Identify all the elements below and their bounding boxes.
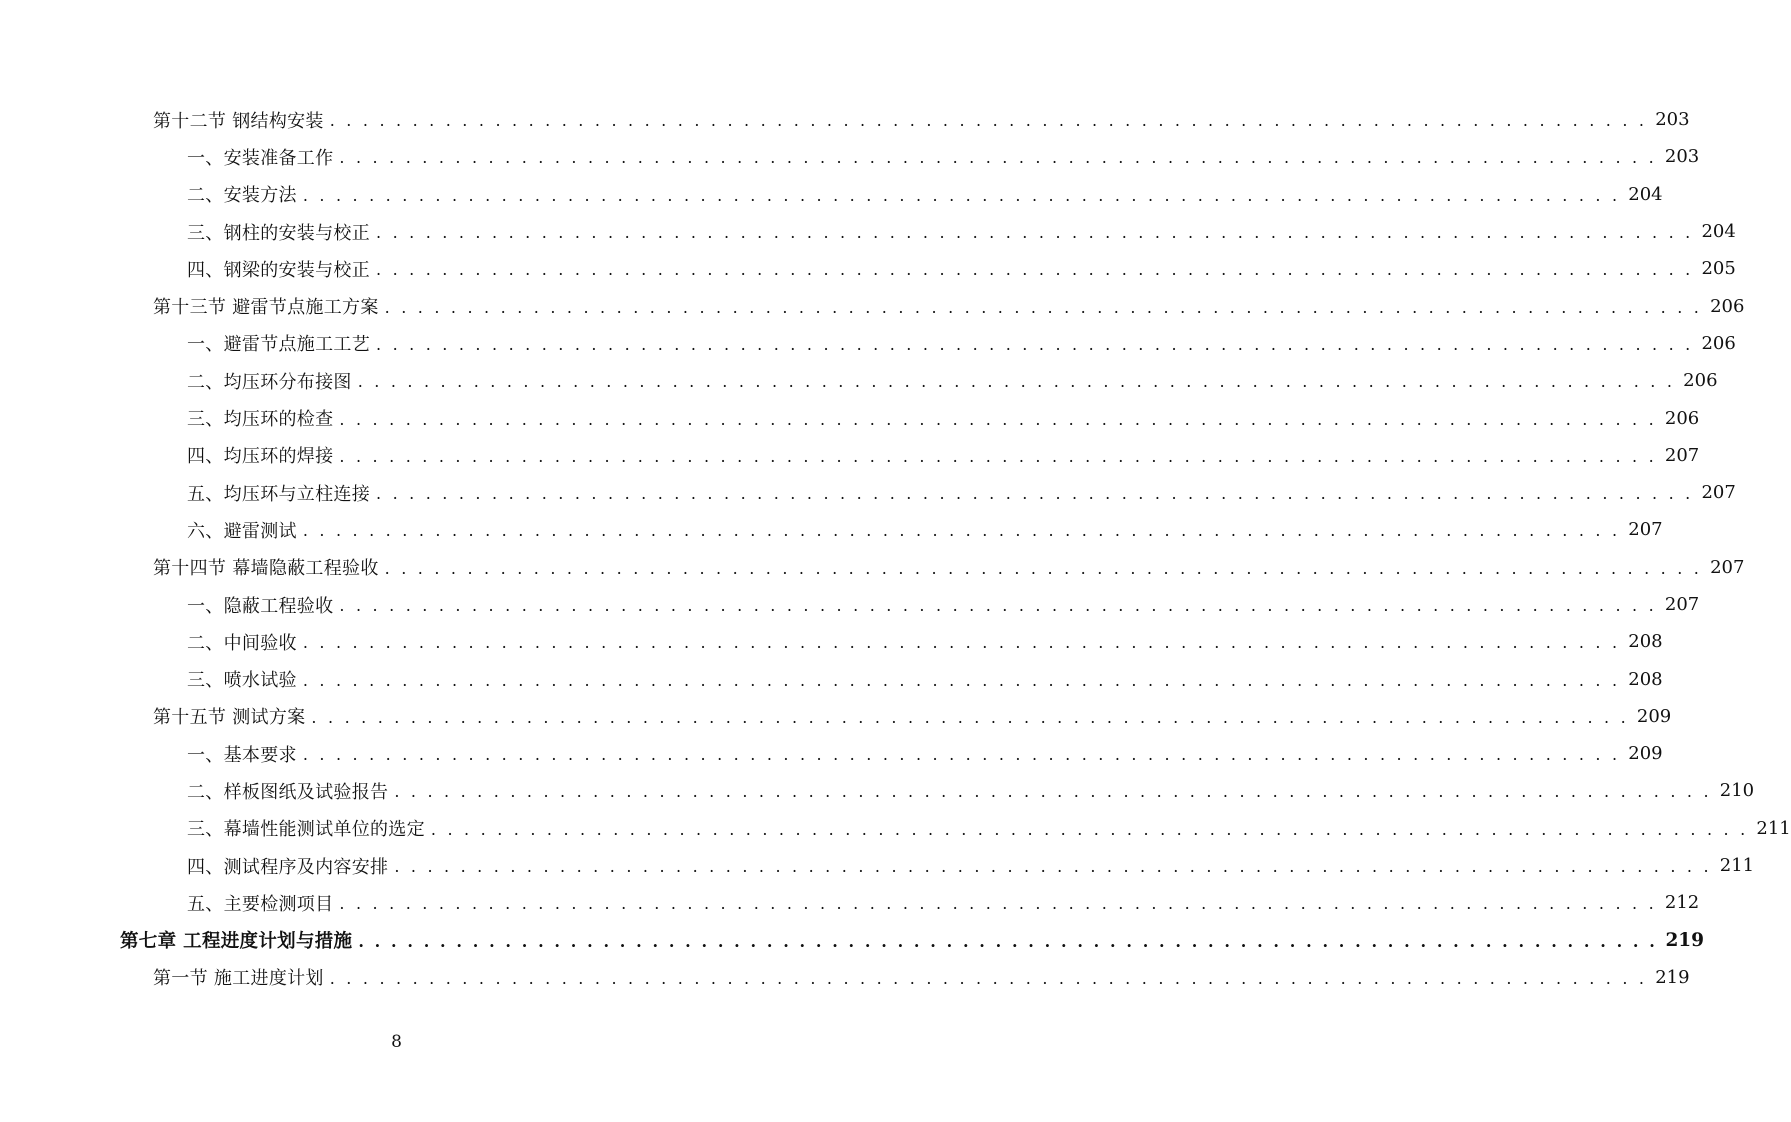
toc-entry[interactable] (0, 549, 1745, 586)
toc-entry-title: 第一节 施工进度计划 (153, 968, 324, 990)
toc-dot-leader: . . . . . . . . . . . . . . . . . . . . . . . . . . . . . . . . . . . . . . . . . . . . . . . . . . . . . . . . . . . . . . . . . . . . . . . . . . . . . . . . (302, 521, 1621, 541)
toc-entry[interactable] (0, 810, 1791, 847)
toc-dot-leader: . . . . . . . . . . . . . . . . . . . . . . . . . . . . . . . . . . . . . . . . . . . . . . . . . . . . . . . . . . . . . . . . . . . . . . . . . . . . . . . . (302, 185, 1621, 205)
toc-entry-page: 207 (1701, 482, 1736, 504)
toc-entry[interactable] (0, 325, 1736, 362)
toc-entry-title: 第十五节 测试方案 (153, 707, 306, 729)
toc-dot-leader: . . . . . . . . . . . . . . . . . . . . . . . . . . . . . . . . . . . . . . . . . . . . . . . . . . . . . . . . . . . . . . . . . . . . . . . . . . . . . . . . (394, 857, 1712, 877)
toc-dot-leader: . . . . . . . . . . . . . . . . . . . . . . . . . . . . . . . . . . . . . . . . . . . . . . . . . . . . . . . . . . . . . . . . . . . . . . . . . . . . . . . . (302, 745, 1621, 765)
toc-entry-title: 第七章 工程进度计划与措施 (120, 931, 353, 953)
toc-entry-title: 四、均压环的焊接 (187, 446, 334, 468)
toc-entry-title: 一、隐蔽工程验收 (187, 595, 334, 617)
toc-dot-leader: . . . . . . . . . . . . . . . . . . . . . . . . . . . . . . . . . . . . . . . . . . . . . . . . . . . . . . . . . . . . . . . . . . . . . . . . . . . . . . . . (384, 558, 1703, 578)
toc-entry-title: 二、中间验收 (187, 632, 297, 654)
toc-entry-page: 206 (1683, 370, 1718, 392)
toc-entry[interactable] (0, 138, 1700, 175)
toc-dot-leader: . . . . . . . . . . . . . . . . . . . . . . . . . . . . . . . . . . . . . . . . . . . . . . . . . . . . . . . . . . . . . . . . . . . . . . . . . . . . . . . . (358, 931, 1658, 951)
toc-entry-title: 一、安装准备工作 (187, 147, 334, 169)
toc-dot-leader: . . . . . . . . . . . . . . . . . . . . . . . . . . . . . . . . . . . . . . . . . . . . . . . . . . . . . . . . . . . . . . . . . . . . . . . . . . . . . . . . (302, 670, 1621, 690)
toc-dot-leader: . . . . . . . . . . . . . . . . . . . . . . . . . . . . . . . . . . . . . . . . . . . . . . . . . . . . . . . . . . . . . . . . . . . . . . . . . . . . . . . . (339, 596, 1657, 615)
toc-entry-page: 204 (1628, 183, 1663, 205)
toc-dot-leader: . . . . . . . . . . . . . . . . . . . . . . . . . . . . . . . . . . . . . . . . . . . . . . . . . . . . . . . . . . . . . . . . . . . . . . . . . . . . . . . . (302, 633, 1621, 653)
toc-entry[interactable] (0, 959, 1690, 996)
toc-entry-title: 四、测试程序及内容安排 (187, 856, 389, 878)
toc-entry[interactable] (0, 922, 1705, 959)
toc-entry-page: 210 (1719, 780, 1755, 802)
toc-entry-page: 208 (1628, 631, 1663, 653)
toc-entry-title: 三、均压环的检查 (187, 409, 334, 431)
toc-entry-page: 219 (1665, 929, 1705, 951)
toc-entry[interactable] (0, 399, 1700, 436)
toc-entry-title: 第十四节 幕墙隐蔽工程验收 (153, 558, 379, 580)
toc-entry-page: 211 (1719, 855, 1755, 877)
toc-dot-leader: . . . . . . . . . . . . . . . . . . . . . . . . . . . . . . . . . . . . . . . . . . . . . . . . . . . . . . . . . . . . . . . . . . . . . . . . . . . . . . . . (357, 372, 1676, 392)
toc-entry[interactable] (0, 884, 1700, 921)
toc-entry[interactable] (0, 437, 1700, 474)
toc-entry[interactable] (0, 213, 1736, 250)
toc-entry-title: 第十二节 钢结构安装 (153, 110, 324, 132)
toc-entry-page: 207 (1664, 594, 1700, 615)
toc-entry-page: 212 (1664, 892, 1700, 914)
toc-dot-leader: . . . . . . . . . . . . . . . . . . . . . . . . . . . . . . . . . . . . . . . . . . . . . . . . . . . . . . . . . . . . . . . . . . . . . . . . . . . . . . . . (339, 148, 1657, 168)
toc-entry[interactable] (0, 474, 1736, 511)
toc-entry[interactable] (0, 176, 1663, 213)
toc-dot-leader: . . . . . . . . . . . . . . . . . . . . . . . . . . . . . . . . . . . . . . . . . . . . . . . . . . . . . . . . . . . . . . . . . . . . . . . . . . . . . . . . (339, 409, 1657, 429)
toc-entry-page: 219 (1655, 966, 1690, 988)
toc-entry-title: 五、均压环与立柱连接 (187, 483, 370, 505)
toc-entry-page: 203 (1655, 109, 1690, 131)
toc-entry-page: 206 (1710, 295, 1745, 317)
toc-entry[interactable] (0, 586, 1700, 623)
toc-entry[interactable] (0, 101, 1690, 138)
toc-entry-title: 三、喷水试验 (187, 670, 297, 692)
toc-entry-title: 三、幕墙性能测试单位的选定 (187, 819, 425, 841)
toc-entry-title: 五、主要检测项目 (187, 893, 334, 915)
toc-entry-title: 四、钢梁的安装与校正 (187, 259, 370, 281)
page-number: 8 (391, 1032, 402, 1052)
toc-entry-page: 204 (1701, 221, 1736, 243)
toc-dot-leader: . . . . . . . . . . . . . . . . . . . . . . . . . . . . . . . . . . . . . . . . . . . . . . . . . . . . . . . . . . . . . . . . . . . . . . . . . . . . . . . . (384, 297, 1703, 317)
toc-entry-title: 一、避雷节点施工工艺 (187, 334, 370, 356)
toc-dot-leader: . . . . . . . . . . . . . . . . . . . . . . . . . . . . . . . . . . . . . . . . . . . . . . . . . . . . . . . . . . . . . . . . . . . . . . . . . . . . . . . . (376, 334, 1694, 354)
toc-entry[interactable] (0, 287, 1745, 324)
toc-entry-title: 二、均压环分布接图 (187, 371, 352, 393)
toc-entry-page: 205 (1701, 258, 1736, 280)
toc-entry[interactable] (0, 250, 1736, 287)
toc-entry[interactable] (0, 362, 1718, 399)
toc-dot-leader: . . . . . . . . . . . . . . . . . . . . . . . . . . . . . . . . . . . . . . . . . . . . . . . . . . . . . . . . . . . . . . . . . . . . . . . . . . . . . . . . (430, 819, 1749, 839)
toc-dot-leader: . . . . . . . . . . . . . . . . . . . . . . . . . . . . . . . . . . . . . . . . . . . . . . . . . . . . . . . . . . . . . . . . . . . . . . . . . . . . . . . . (311, 707, 1629, 727)
toc-entry[interactable] (0, 660, 1663, 697)
toc-entry-page: 203 (1664, 146, 1700, 168)
toc-entry-page: 206 (1664, 407, 1700, 429)
toc-entry-title: 六、避雷测试 (187, 520, 297, 542)
toc-entry-title: 一、基本要求 (187, 744, 297, 766)
toc-entry[interactable] (0, 698, 1672, 735)
toc-entry-page: 209 (1636, 705, 1672, 727)
toc-dot-leader: . . . . . . . . . . . . . . . . . . . . . . . . . . . . . . . . . . . . . . . . . . . . . . . . . . . . . . . . . . . . . . . . . . . . . . . . . . . . . . . . (394, 782, 1712, 802)
toc-dot-leader: . . . . . . . . . . . . . . . . . . . . . . . . . . . . . . . . . . . . . . . . . . . . . . . . . . . . . . . . . . . . . . . . . . . . . . . . . . . . . . . . (329, 111, 1648, 131)
table-of-contents (0, 101, 1791, 996)
toc-entry-page: 206 (1701, 332, 1736, 354)
toc-entry-title: 第十三节 避雷节点施工方案 (153, 297, 379, 319)
toc-dot-leader: . . . . . . . . . . . . . . . . . . . . . . . . . . . . . . . . . . . . . . . . . . . . . . . . . . . . . . . . . . . . . . . . . . . . . . . . . . . . . . . . (376, 260, 1694, 280)
toc-dot-leader: . . . . . . . . . . . . . . . . . . . . . . . . . . . . . . . . . . . . . . . . . . . . . . . . . . . . . . . . . . . . . . . . . . . . . . . . . . . . . . . . (339, 894, 1657, 914)
toc-dot-leader: . . . . . . . . . . . . . . . . . . . . . . . . . . . . . . . . . . . . . . . . . . . . . . . . . . . . . . . . . . . . . . . . . . . . . . . . . . . . . . . . (339, 446, 1657, 466)
toc-entry-page: 207 (1710, 556, 1745, 578)
toc-dot-leader: . . . . . . . . . . . . . . . . . . . . . . . . . . . . . . . . . . . . . . . . . . . . . . . . . . . . . . . . . . . . . . . . . . . . . . . . . . . . . . . . (329, 968, 1648, 988)
toc-entry[interactable] (0, 511, 1663, 548)
toc-entry-page: 208 (1628, 668, 1663, 690)
toc-entry-title: 二、安装方法 (187, 185, 297, 207)
toc-entry-title: 三、钢柱的安装与校正 (187, 222, 370, 244)
toc-entry[interactable] (0, 623, 1663, 660)
toc-entry-page: 207 (1628, 519, 1663, 541)
toc-entry-page: 207 (1664, 444, 1700, 466)
toc-entry-title: 二、样板图纸及试验报告 (187, 781, 389, 803)
toc-entry[interactable] (0, 847, 1755, 884)
toc-dot-leader: . . . . . . . . . . . . . . . . . . . . . . . . . . . . . . . . . . . . . . . . . . . . . . . . . . . . . . . . . . . . . . . . . . . . . . . . . . . . . . . . (376, 223, 1694, 243)
toc-entry-page: 209 (1628, 743, 1663, 765)
toc-entry[interactable] (0, 735, 1663, 772)
toc-dot-leader: . . . . . . . . . . . . . . . . . . . . . . . . . . . . . . . . . . . . . . . . . . . . . . . . . . . . . . . . . . . . . . . . . . . . . . . . . . . . . . . . (376, 484, 1694, 504)
toc-entry[interactable] (0, 772, 1755, 809)
toc-entry-page: 211 (1756, 817, 1791, 839)
